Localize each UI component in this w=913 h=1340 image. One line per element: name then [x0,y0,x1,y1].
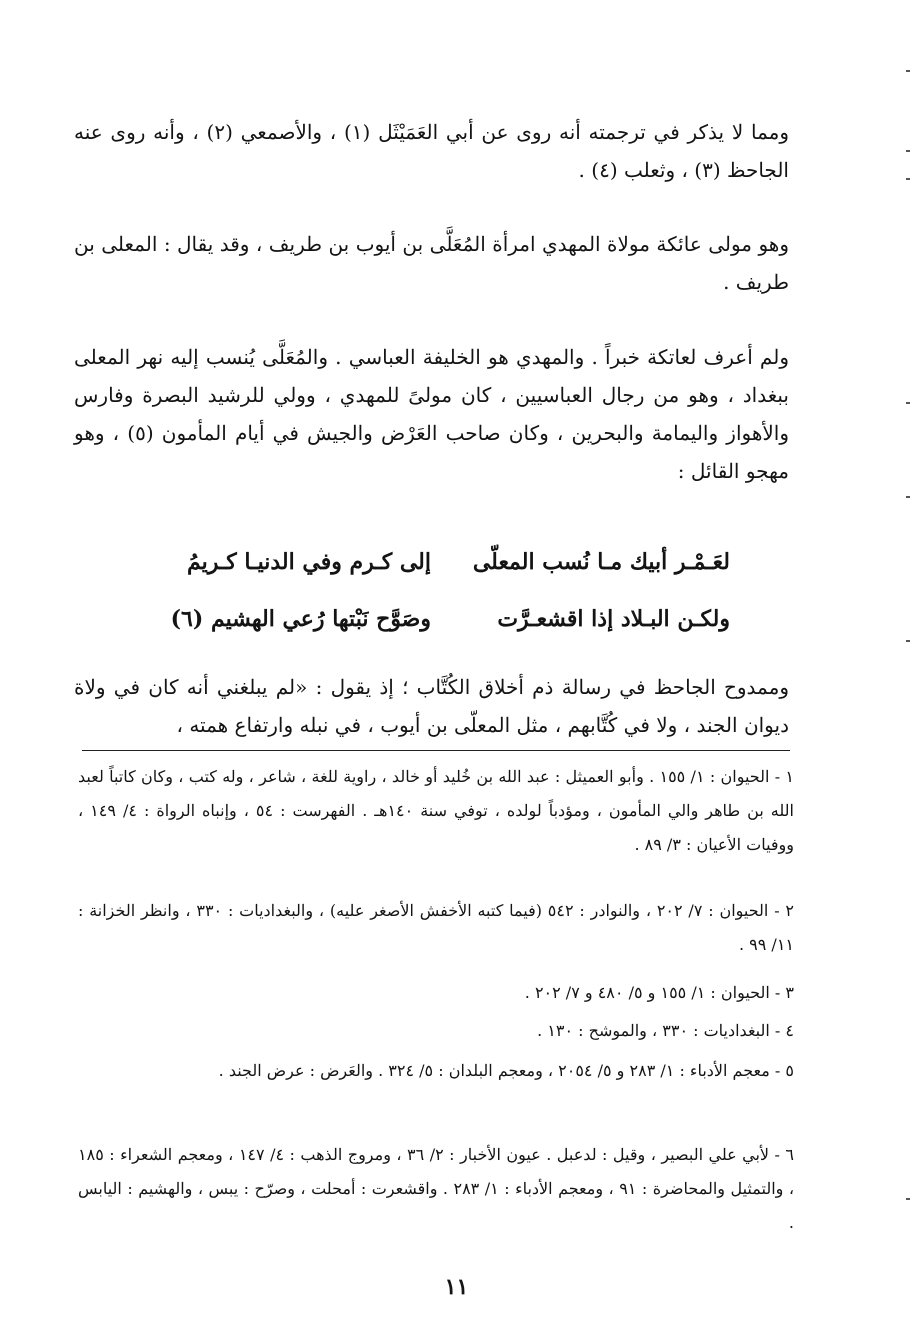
body-paragraph-1: ومما لا يذكر في ترجمته أنه روى عن أبي العَمَيْثَل (١) ، والأصمعي (٢) ، وأنه روى عنه الجاحظ (٣) ، وثعلب (٤) . [74,120,789,182]
scan-edge-mark [906,496,910,498]
scan-edge-mark [906,150,910,152]
scan-edge-mark [906,178,910,180]
scan-edge-mark [906,1198,910,1200]
page-number: ١١ [444,1274,469,1300]
footnote-4: ٤ - البغداديات : ٣٣٠ ، والموشح : ١٣٠ . [537,1021,794,1040]
verse-2-second-hemistich: وصَوَّح نَبْتها رُعي الهشيم (٦) [170,606,431,632]
footnote-separator [82,750,790,751]
verse-2-first-hemistich: ولكـن البـلاد إذا اقشعـرَّت [497,606,730,632]
verse-1-first-hemistich: لعَـمْـر أبيك مـا نُسب المعلّى [472,549,730,575]
scan-edge-mark [906,70,910,72]
footnote-5: ٥ - معجم الأدباء : ١/ ٢٨٣ و ٥/ ٢٠٥٤ ، ومعجم البلدان : ٥/ ٣٢٤ . والعَرض : عرض الجند . [218,1061,794,1080]
footnote-2: ٢ - الحيوان : ٧/ ٢٠٢ ، والنوادر : ٥٤٢ (فيما كتبه الأخفش الأصغر عليه) ، والبغداديات : ٣٣٠ ، وانظر الخزانة : ١١/ ٩٩ . [78,901,795,954]
footnote-3: ٣ - الحيوان : ١/ ١٥٥ و ٥/ ٤٨٠ و ٧/ ٢٠٢ . [524,983,794,1002]
footnote-1: ١ - الحيوان : ١/ ١٥٥ . وأبو العميثل : عبد الله بن خُليد أو خالد ، راوية للغة ، شاعر ، وله كتب ، وكان كاتباً لعبد الله بن طاهر والي المأمون ، ومؤدباً لولده ، توفي سنة ١٤٠هـ . الفهرست : ٥٤ ، وإنباه الرواة : ٤/ ١٤٩ ، ووفيات الأعيان : ٣/ ٨٩ . [78,767,795,854]
scan-edge-mark [906,640,910,642]
scan-edge-mark [906,402,910,404]
body-paragraph-2: وهو مولى عائكة مولاة المهدي امرأة المُعَلَّى بن أيوب بن طريف ، وقد يقال : المعلى بن طريف . [74,232,789,294]
body-paragraph-3: ولم أعرف لعاتكة خبراً . والمهدي هو الخليفة العباسي . والمُعَلَّى يُنسب إليه نهر المعلى ببغداد ، وهو من رجال العباسيين ، كان مولىً للمهدي ، وولي للرشيد البصرة وفارس والأهواز واليمامة والبحرين ، وكان صاحب العَرْض والجيش في أيام المأمون (٥) ، وهو مهجو القائل : [74,345,790,483]
verse-1-second-hemistich: إلى كـرم وفي الدنيـا كـريمُ [186,549,431,575]
body-paragraph-4: وممدوح الجاحظ في رسالة ذم أخلاق الكُتَّاب ؛ إذ يقول : «لم يبلغني أنه كان في ولاة ديوان الجند ، ولا في كُتَّابهم ، مثل المعلّى بن أيوب ، في نبله وارتفاع همته ، [74,675,789,737]
footnote-6: ٦ - لأبي علي البصير ، وقيل : لدعبل . عيون الأخبار : ٢/ ٣٦ ، ومروج الذهب : ٤/ ١٤٧ ، ومعجم الشعراء : ١٨٥ ، والتمثيل والمحاضرة : ٩١ ، ومعجم الأدباء : ١/ ٢٨٣ . واقشعرت : أمحلت ، وصرّح : يبس ، والهشيم : اليابس . [78,1145,795,1232]
